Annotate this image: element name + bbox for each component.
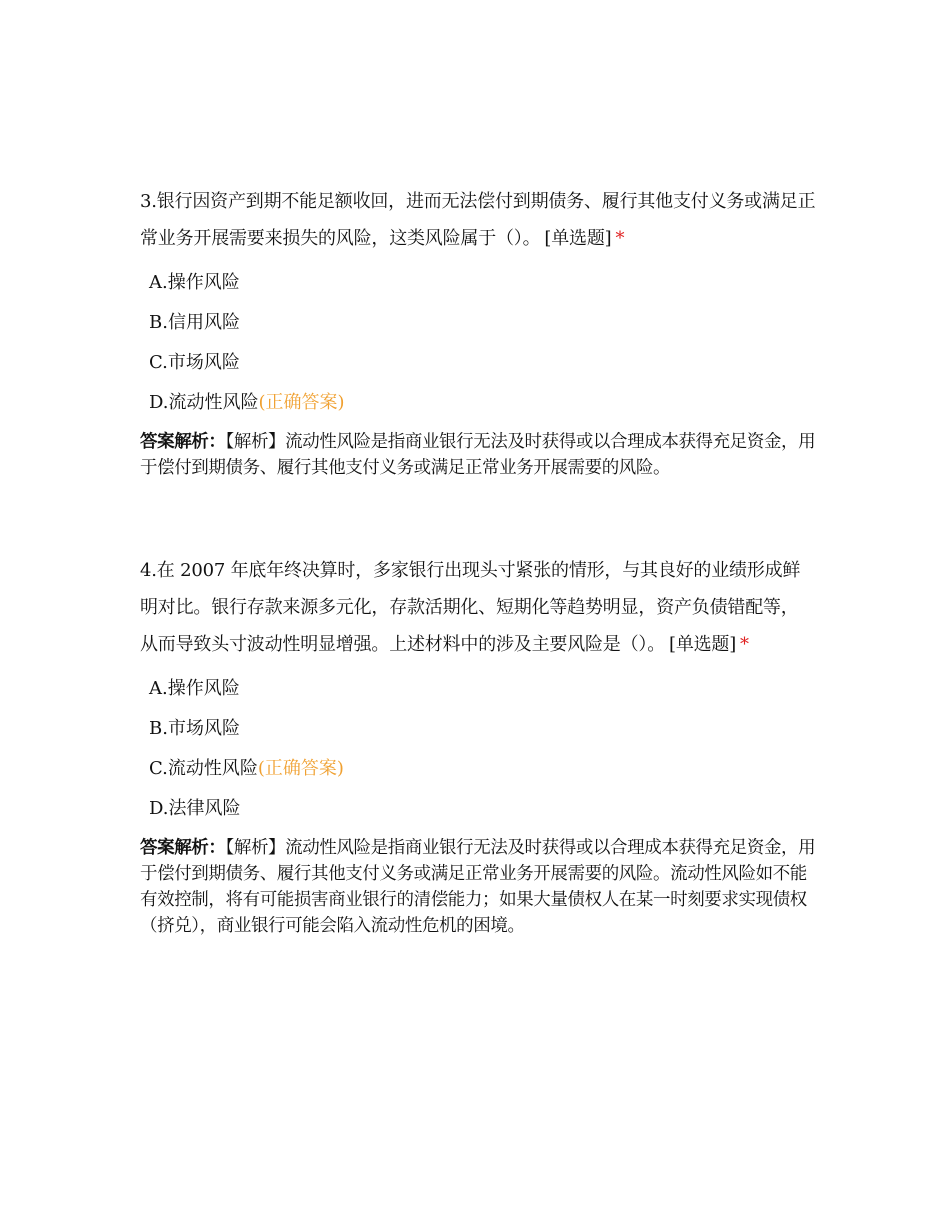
question-text: 4.在 2007 年底年终决算时，多家银行出现头寸紧张的情形，与其良好的业绩形成鲜明对比。银行存款来源多元化，存款活期化、短期化等趋势明显，资产负债错配等，从而导致头寸波动性明显增强。上述材料中的涉及主要风险是（）。: [140, 560, 801, 655]
option-label: B.信用风险: [149, 312, 240, 333]
option-label: A.操作风险: [149, 272, 240, 293]
required-mark: *: [740, 634, 749, 655]
required-mark: *: [615, 228, 625, 249]
option-d[interactable]: [149, 789, 816, 829]
option-list: [140, 669, 816, 829]
option-label: D.流动性风险: [149, 392, 259, 413]
question-text: 3.银行因资产到期不能足额收回，进而无法偿付到期债务、履行其他支付义务或满足正常业务开展需要来损失的风险，这类风险属于（）。: [140, 191, 816, 249]
option-a[interactable]: [149, 669, 816, 709]
question-type: [单选题]: [669, 634, 737, 655]
correct-answer-tag: (正确答案): [257, 758, 344, 779]
question-type: [单选题]: [544, 228, 612, 249]
answer-analysis: [140, 429, 816, 481]
option-b[interactable]: [149, 709, 816, 749]
option-c[interactable]: [149, 343, 816, 383]
analysis-label: 答案解析：: [140, 838, 226, 858]
option-a[interactable]: [149, 263, 816, 303]
option-d[interactable]: [149, 383, 816, 423]
option-list: [140, 263, 816, 423]
question-4: [140, 552, 816, 939]
option-label: C.市场风险: [149, 352, 240, 373]
analysis-text: 【解析】流动性风险是指商业银行无法及时获得或以合理成本获得充足资金，用于偿付到期债务、履行其他支付义务或满足正常业务开展需要的风险。流动性风险如不能有效控制，将有可能损害商业银行的清偿能力；如果大量债权人在某一时刻要求实现债权（挤兑），商业银行可能会陷入流动性危机的困境。: [140, 838, 816, 936]
correct-answer-tag: (正确答案): [258, 392, 345, 413]
question-3: [140, 183, 816, 481]
option-label: D.法律风险: [149, 798, 241, 819]
option-label: B.市场风险: [149, 718, 240, 739]
analysis-text: 【解析】流动性风险是指商业银行无法及时获得或以合理成本获得充足资金，用于偿付到期债务、履行其他支付义务或满足正常业务开展需要的风险。: [140, 432, 816, 478]
option-label: A.操作风险: [149, 678, 240, 699]
question-stem: [140, 183, 816, 257]
question-stem: [140, 552, 816, 663]
analysis-label: 答案解析：: [140, 432, 226, 452]
answer-analysis: [140, 835, 816, 939]
option-c[interactable]: [149, 749, 816, 789]
option-label: C.流动性风险: [149, 758, 258, 779]
option-b[interactable]: [149, 303, 816, 343]
